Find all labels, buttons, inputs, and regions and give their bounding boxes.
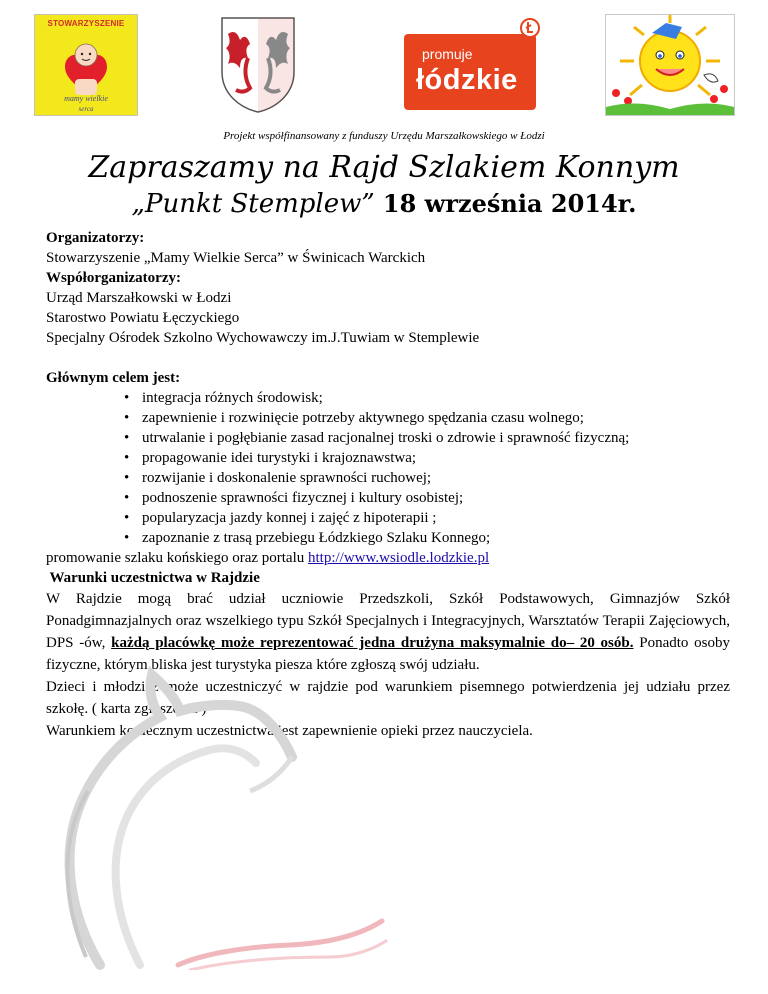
goal-item: • rozwijanie i doskonalenie sprawności ruchowej; [126,468,730,488]
horse-head-watermark-icon [30,665,390,970]
portal-link[interactable]: http://www.wsiodle.lodzkie.pl [308,550,490,566]
lodzkie-text: łódzkie [416,64,518,96]
goal-item: • popularyzacja jazdy konnej i zajęć z hipoterapii ; [126,508,730,528]
goals-list [46,388,730,548]
goal-item: • integracja różnych środowisk; [126,388,730,408]
promo-line [46,548,730,568]
association-logo [34,14,138,116]
promo-text: promowanie szlaku końskiego oraz portalu [46,550,309,566]
goal-item: • podnoszenie sprawności fizycznej i kultury osobistej; [126,488,730,508]
supervision-paragraph: Warunkiem koniecznym uczestnictwa jest zapewnienie opieki przez nauczyciela. [46,723,533,739]
promuje-lodzkie-logo [404,34,536,110]
l-circle-icon [518,16,542,40]
co-organizer: Specjalny Ośrodek Szkolno Wychowawczy im.J.Tuwiam w Stemplewie [46,330,480,346]
page-subtitle [0,189,768,219]
goals-heading: Głównym celem jest: [46,370,181,386]
coat-of-arms-icon [218,14,298,114]
association-logo-title: STOWARZYSZENIE [47,19,125,28]
organizers-heading: Organizatorzy: [46,230,145,246]
goal-item: • zapoznanie z trasą przebiegu Łódzkiego Szlaku Konnego; [126,528,730,548]
conditions-paragraph [46,588,730,676]
association-logo-subtitle-2: serca [78,105,94,113]
main-organizer: Stowarzyszenie „Mamy Wielkie Serca” w Świnicach Warckich [46,250,426,266]
conditions-heading: Warunki uczestnictwa w Rajdzie [46,570,260,586]
goal-item: • utrwalanie i pogłębianie zasad racjonalnej troski o zdrowie i sprawność fizyczną; [126,428,730,448]
conditions-text: W Rajdzie mogą brać udział uczniowie Przedszkoli, Szkół Podstawowych, Gimnazjów Szkół Ponadgimnazjalnych oraz wszelkiego typu Szkół Specjalnych i Integracyjnych, Warsztatów Terapii Zajęciowych, DPS -ów, [46,591,730,651]
event-name: „Punkt Stemplew” [131,189,375,219]
team-limit-note: każdą placówkę może reprezentować jedna drużyna maksymalnie do– 20 osób. [111,635,634,651]
consent-paragraph: Dzieci i młodzież może uczestniczyć w rajdzie pod warunkiem pisemnego potwierdzenia jej udziału przez szkołę. ( karta zgłoszenia ) [46,679,730,717]
goal-item: • propagowanie idei turystyki i krajoznawstwa; [126,448,730,468]
co-organizer: Urząd Marszałkowski w Łodzi [46,290,232,306]
logo-bar [0,14,768,114]
event-date: 18 września 2014r. [382,189,637,218]
funding-note: Projekt współfinansowany z funduszy Urzędu Marszałkowskiego w Łodzi [223,130,545,142]
goal-item: • zapewnienie i rozwinięcie potrzeby aktywnego spędzania czasu wolnego; [126,408,730,428]
association-logo-subtitle: mamy wielkie [64,94,108,103]
conditions-tail: Ponadto osoby fizyczne, którym bliska jest turystyka piesza które zgłoszą swój udziału. [46,635,730,673]
page-title: Zapraszamy na Rajd Szlakiem Konnym [88,150,680,185]
sun-drawing-icon [605,14,735,116]
co-organizer: Starostwo Powiatu Łęczyckiego [46,310,240,326]
co-organizers-heading: Współorganizatorzy: [46,270,181,286]
promuje-text: promuje [422,46,473,62]
